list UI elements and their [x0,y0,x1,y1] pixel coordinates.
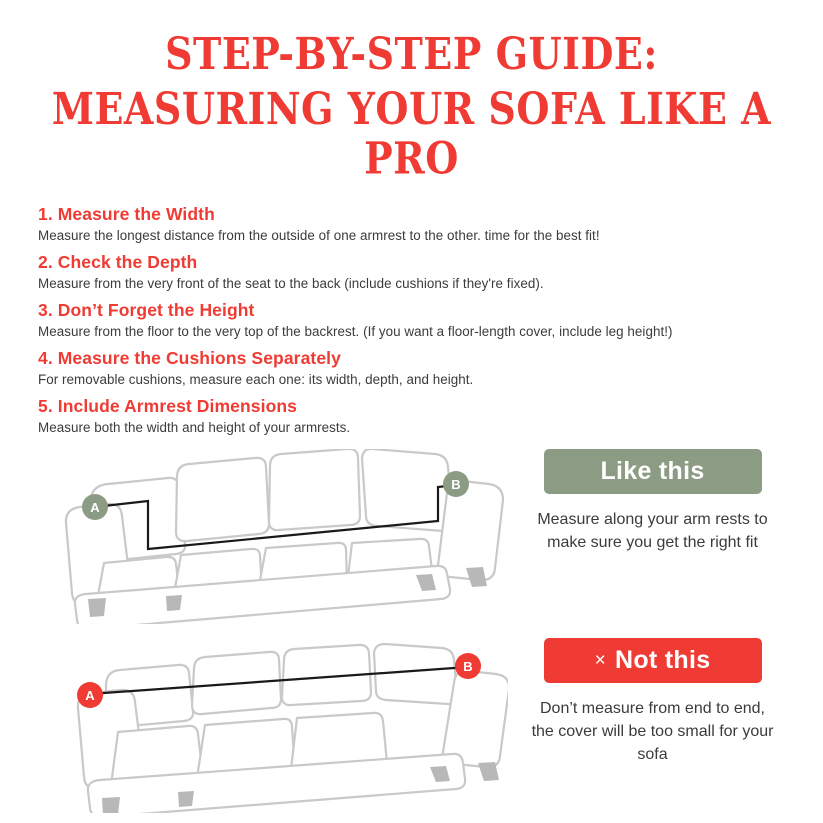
step-heading: 2. Check the Depth [38,251,198,272]
step-item [38,300,785,339]
title-line-2: MEASURING YOUR SOFA LIKE A PRO [51,82,772,183]
caption-not-this: Don’t measure from end to end, the cover will be too small for your sofa [531,699,774,764]
caption-like-this: Measure along your arm rests to make sure you get the right fit [537,510,768,551]
step-heading: 4. Measure the Cushions Separately [38,347,341,368]
badge-not-label: Not this [614,645,711,674]
sofa-illustration-incorrect [38,638,508,813]
step-item [38,252,785,291]
comparison-text-like [508,449,785,554]
badge-like-this [544,449,762,494]
badge-like-label: Like this [600,456,705,485]
step-item [38,396,785,435]
step-heading: 1. Measure the Width [38,203,215,224]
comparison-section [38,449,785,813]
svg-text:A: A [90,499,100,515]
step-item [38,348,785,387]
step-body: Measure both the width and height of your armrests. [38,419,351,435]
comparison-text-not [508,638,785,767]
step-body: Measure the longest distance from the outside of one armrest to the other. time for the best fit! [38,227,600,243]
comparison-row-like [38,449,785,624]
comparison-row-not [38,638,785,813]
badge-not-this [544,638,762,683]
step-body: Measure from the floor to the very top of the backrest. (If you want a floor-length cover, include leg height!) [38,323,673,339]
svg-text:B: B [463,658,473,674]
svg-text:A: A [85,687,95,703]
step-heading: 5. Include Armrest Dimensions [38,395,297,416]
steps-list [38,204,785,435]
sofa-illustration-correct [38,449,508,624]
step-body: For removable cushions, measure each one: its width, depth, and height. [38,371,474,387]
step-heading: 3. Don’t Forget the Height [38,299,255,320]
step-body: Measure from the very front of the seat to the back (include cushions if they're fixed). [38,275,544,291]
title-line-1: STEP-BY-STEP GUIDE: [165,27,658,80]
page-title [38,27,785,183]
step-item [38,204,785,243]
svg-text:B: B [451,476,461,492]
cross-icon: × [594,649,606,671]
